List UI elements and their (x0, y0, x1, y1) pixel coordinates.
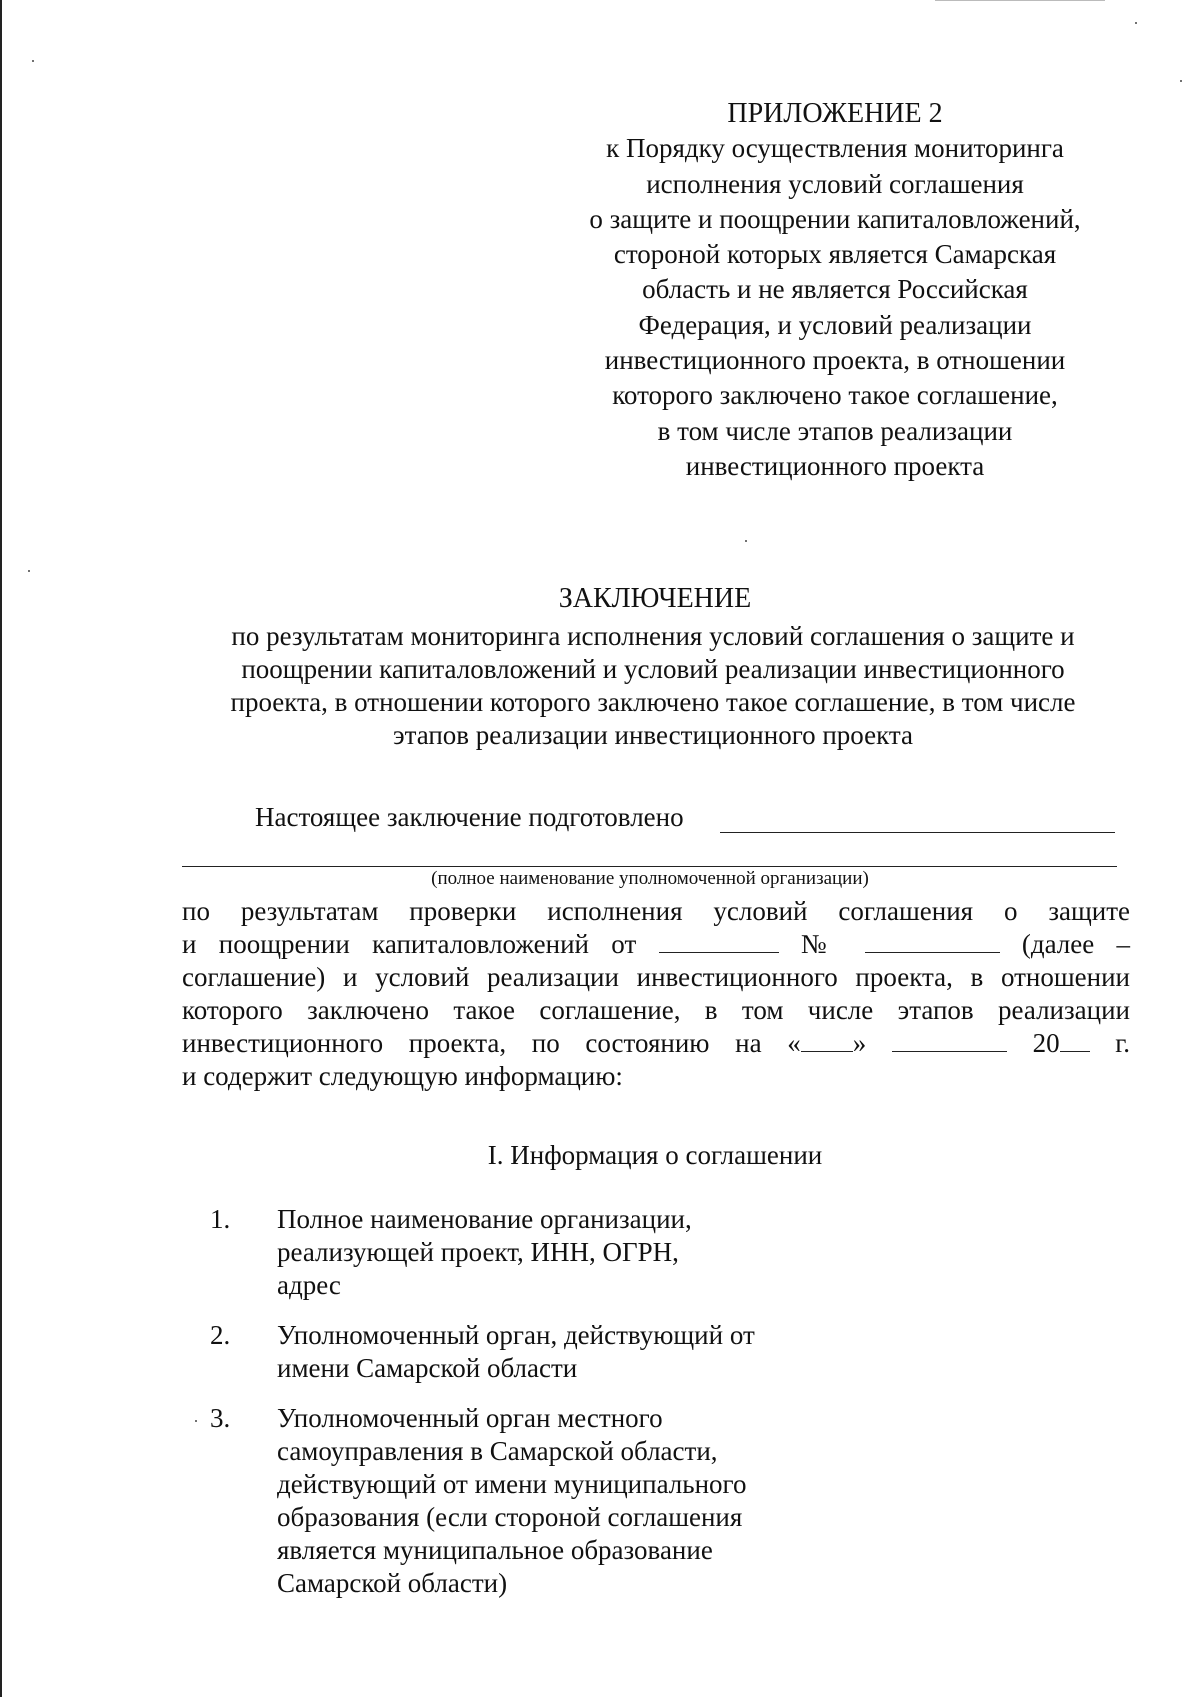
subtitle-line: по результатам мониторинга исполнения условий соглашения о защите и (231, 621, 1075, 651)
item-number: 1. (210, 1204, 231, 1234)
scan-speck (745, 540, 747, 542)
list-item (210, 1319, 810, 1385)
subtitle-line: этапов реализации инвестиционного проекта (393, 720, 913, 750)
scan-mark (935, 0, 1105, 1)
year-field: 20 (1033, 1028, 1090, 1058)
scan-speck (1180, 80, 1182, 82)
year-suffix: г. (1115, 1028, 1131, 1058)
appendix-line: Федерация, и условий реализации (638, 309, 1032, 340)
item-text: Уполномоченный орган, действующий от имени Самарской области (277, 1320, 755, 1383)
item-number: 3. (210, 1403, 231, 1433)
month-blank (892, 1031, 1007, 1052)
scan-edge (0, 0, 2, 1697)
organization-caption: (полное наименование уполномоченной организации) (431, 868, 869, 889)
appendix-line: исполнения условий соглашения (646, 168, 1024, 199)
number-sign: № (800, 929, 843, 959)
body-paragraph (182, 895, 1130, 1093)
appendix-block (555, 96, 1115, 484)
date-blank (659, 932, 779, 953)
item-text: Уполномоченный орган местного самоуправления в Самарской области, действующий от имени муниципального образования (если стороной соглашения является муниципальное образование Самарской области) (277, 1403, 747, 1598)
list-item (210, 1203, 810, 1302)
section-title: I. Информация о соглашении (487, 1140, 823, 1170)
body-line: и содержит следующую информацию: (182, 1061, 623, 1091)
body-line: соглашение) и условий реализации инвестиционного проекта, в отношении (182, 962, 1130, 992)
subtitle-line: поощрении капиталовложений и условий реализации инвестиционного (241, 654, 1065, 684)
list-item (210, 1402, 810, 1600)
info-list (210, 1203, 810, 1600)
number-blank (865, 932, 1000, 953)
item-text: Полное наименование организации, реализующей проект, ИНН, ОГРН, адрес (277, 1204, 692, 1300)
appendix-line: к Порядку осуществления мониторинга (606, 133, 1064, 164)
body-text: и поощрении капиталовложений от (182, 929, 637, 959)
scan-speck (32, 60, 34, 62)
subtitle-line: проекта, в отношении которого заключено такое соглашение, в том числе (230, 687, 1076, 717)
body-line (182, 1027, 1130, 1060)
organization-blank-line (720, 832, 1115, 833)
item-number: 2. (210, 1320, 231, 1350)
organization-blank-line-2 (182, 866, 1117, 867)
conclusion-subtitle (198, 620, 1108, 752)
body-line: по результатам проверки исполнения условий соглашения о защите (182, 896, 1130, 926)
appendix-line: область и не является Российская (642, 274, 1028, 305)
appendix-line: инвестиционного проекта, в отношении (604, 345, 1066, 376)
day-field: « » (787, 1028, 867, 1058)
body-text: инвестиционного проекта, по состоянию на (182, 1028, 762, 1058)
appendix-title: ПРИЛОЖЕНИЕ 2 (727, 98, 943, 129)
appendix-line: в том числе этапов реализации (657, 415, 1013, 446)
body-line: которого заключено такое соглашение, в том числе этапов реализации (182, 995, 1130, 1025)
body-text: (далее – (1021, 929, 1131, 959)
prepared-by-text: Настоящее заключение подготовлено (255, 802, 684, 832)
appendix-line: стороной которых является Самарская (613, 239, 1057, 270)
scan-speck (195, 1420, 197, 1422)
appendix-line: о защите и поощрении капиталовложений, (589, 203, 1081, 234)
appendix-line: инвестиционного проекта (685, 450, 985, 481)
appendix-line: которого заключено такое соглашение, (612, 380, 1058, 411)
body-line (182, 928, 1130, 961)
scan-speck (1135, 22, 1137, 24)
scan-speck (28, 570, 30, 572)
conclusion-title: ЗАКЛЮЧЕНИЕ (558, 583, 752, 614)
